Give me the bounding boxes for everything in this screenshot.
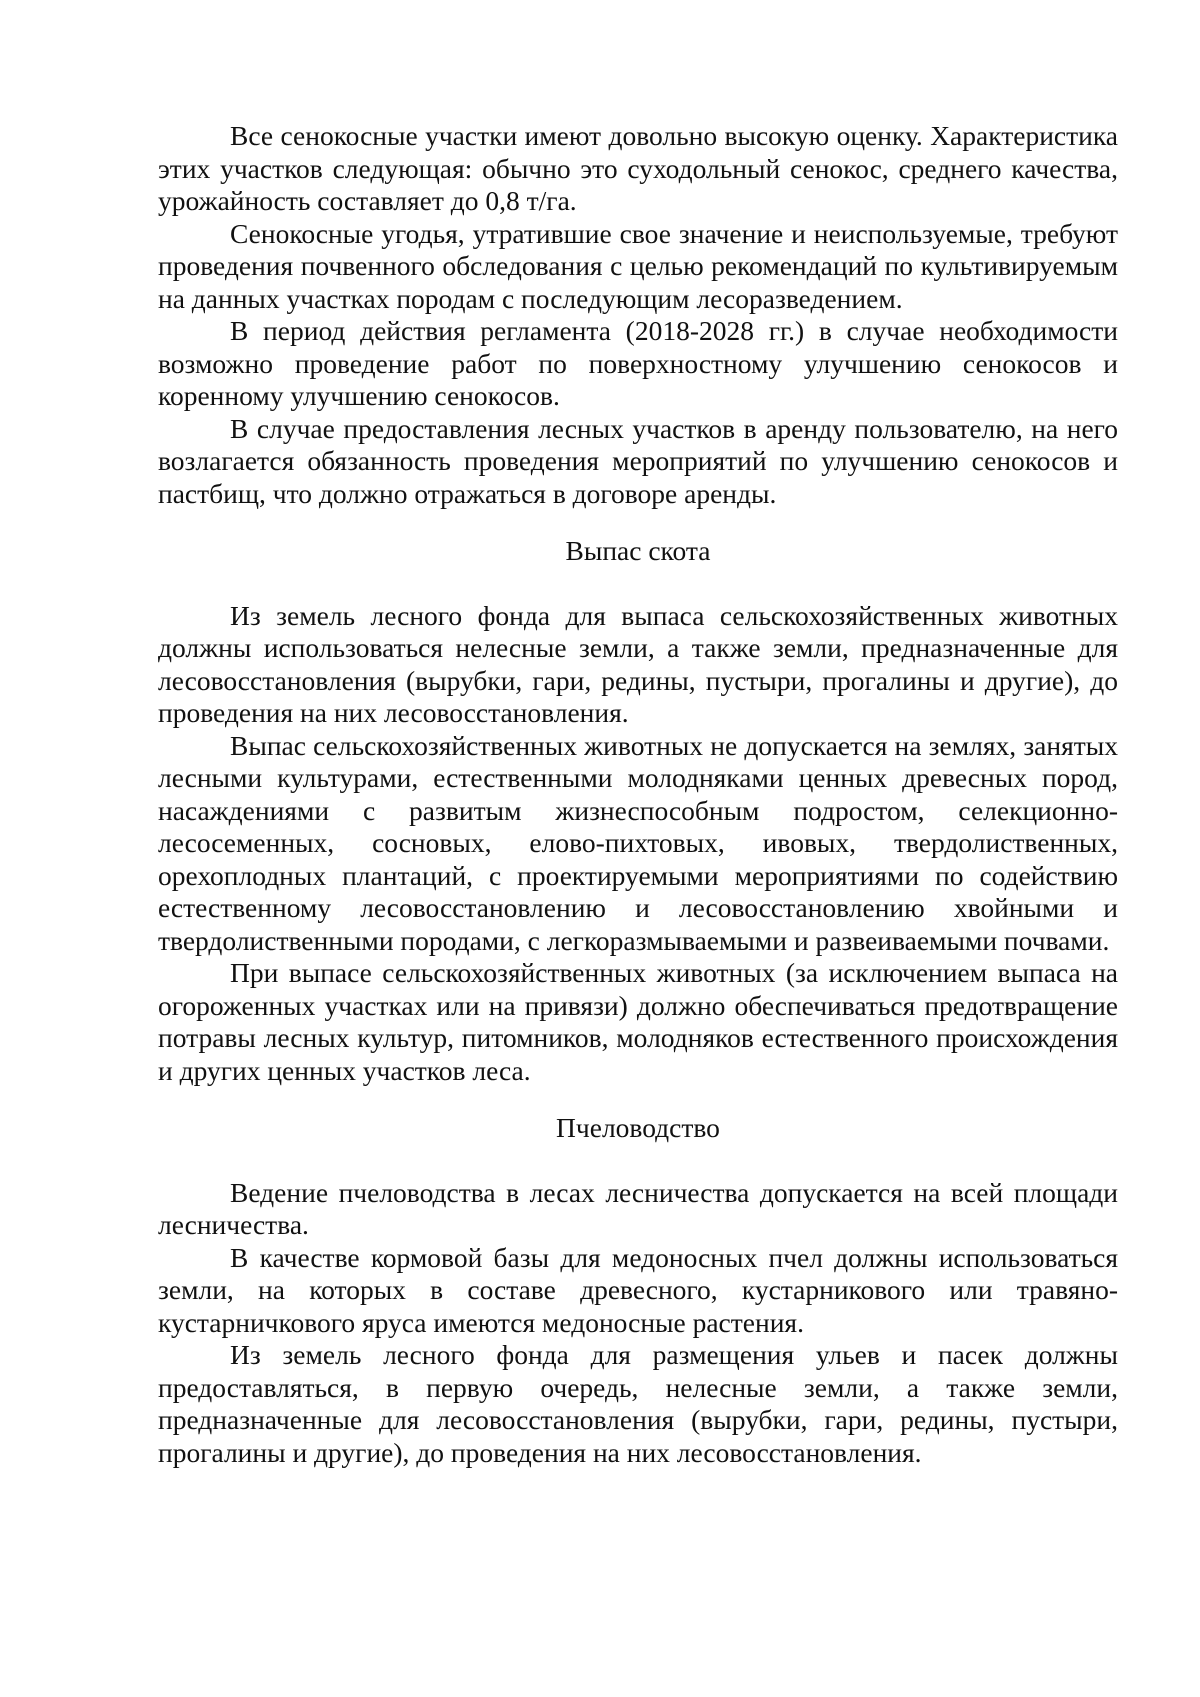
paragraph-hay-survey: Сенокосные угодья, утратившие свое значение и неиспользуемые, требуют проведения почвенного обследования с целью рекомендаций по культивируемым на данных участках породам с последующим лесоразведением. bbox=[158, 217, 1118, 314]
paragraph-hay-quality: Все сенокосные участки имеют довольно высокую оценку. Характеристика этих участков следующая: обычно это суходольный сенокос, среднего качества, урожайность составляет до 0,8 т/га. bbox=[158, 120, 1118, 216]
spacer bbox=[158, 568, 1118, 600]
paragraph-grazing-lands: Из земель лесного фонда для выпаса сельскохозяйственных животных должны использоваться нелесные земли, а также земли, предназначенные для лесовосстановления (вырубки, гари, редины, пустыри, прогалины и другие), до проведения на них лесовосстановления. bbox=[158, 599, 1118, 728]
heading-beekeeping: Пчеловодство bbox=[556, 1112, 720, 1143]
paragraph-hay-improvement: В период действия регламента (2018-2028 гг.) в случае необходимости возможно проведение работ по поверхностному улучшению сенокосов и коренному улучшению сенокосов. bbox=[158, 315, 1118, 411]
spacer bbox=[158, 1087, 1118, 1112]
paragraph-beekeeping-hives: Из земель лесного фонда для размещения ульев и пасек должны предоставляться, в первую очередь, нелесные земли, а также земли, предназначенные для лесовосстановления (вырубки, гари, редины, пустыри, прогалины и другие), до проведения на них лесовосстановления. bbox=[158, 1339, 1118, 1468]
paragraph-grazing-restrictions: Выпас сельскохозяйственных животных не допускается на землях, занятых лесными культурами, естественными молодняками ценных древесных пород, насаждениями с развитым жизнеспособным подростом, селекционно-лесосеменных, сосновых, елово-пихтовых, ивовых, твердолиственных, орехоплодных плантаций, с проектируемыми мероприятиями по содействию естественному лесовосстановлению и лесовосстановлению хвойными и твердолиственными породами, с легкоразмываемыми и развеиваемыми почвами. bbox=[158, 729, 1118, 956]
heading-grazing: Выпас скота bbox=[565, 535, 711, 566]
document-page bbox=[158, 120, 1118, 1469]
spacer bbox=[158, 1145, 1118, 1177]
paragraph-beekeeping-forage: В качестве кормовой базы для медоносных пчел должны использоваться земли, на которых в составе древесного, кустарникового или травяно-кустарничкового яруса имеются медоносные растения. bbox=[158, 1241, 1118, 1338]
paragraph-hay-lease: В случае предоставления лесных участков в аренду пользователю, на него возлагается обязанность проведения мероприятий по улучшению сенокосов и пастбищ, что должно отражаться в договоре аренды. bbox=[158, 412, 1118, 509]
paragraph-grazing-protection: При выпасе сельскохозяйственных животных (за исключением выпаса на огороженных участках или на привязи) должно обеспечиваться предотвращение потравы лесных культур, питомников, молодняков естественного происхождения и других ценных участков леса. bbox=[158, 957, 1118, 1086]
paragraph-beekeeping-area: Ведение пчеловодства в лесах лесничества допускается на всей площади лесничества. bbox=[158, 1176, 1118, 1240]
spacer bbox=[158, 510, 1118, 535]
